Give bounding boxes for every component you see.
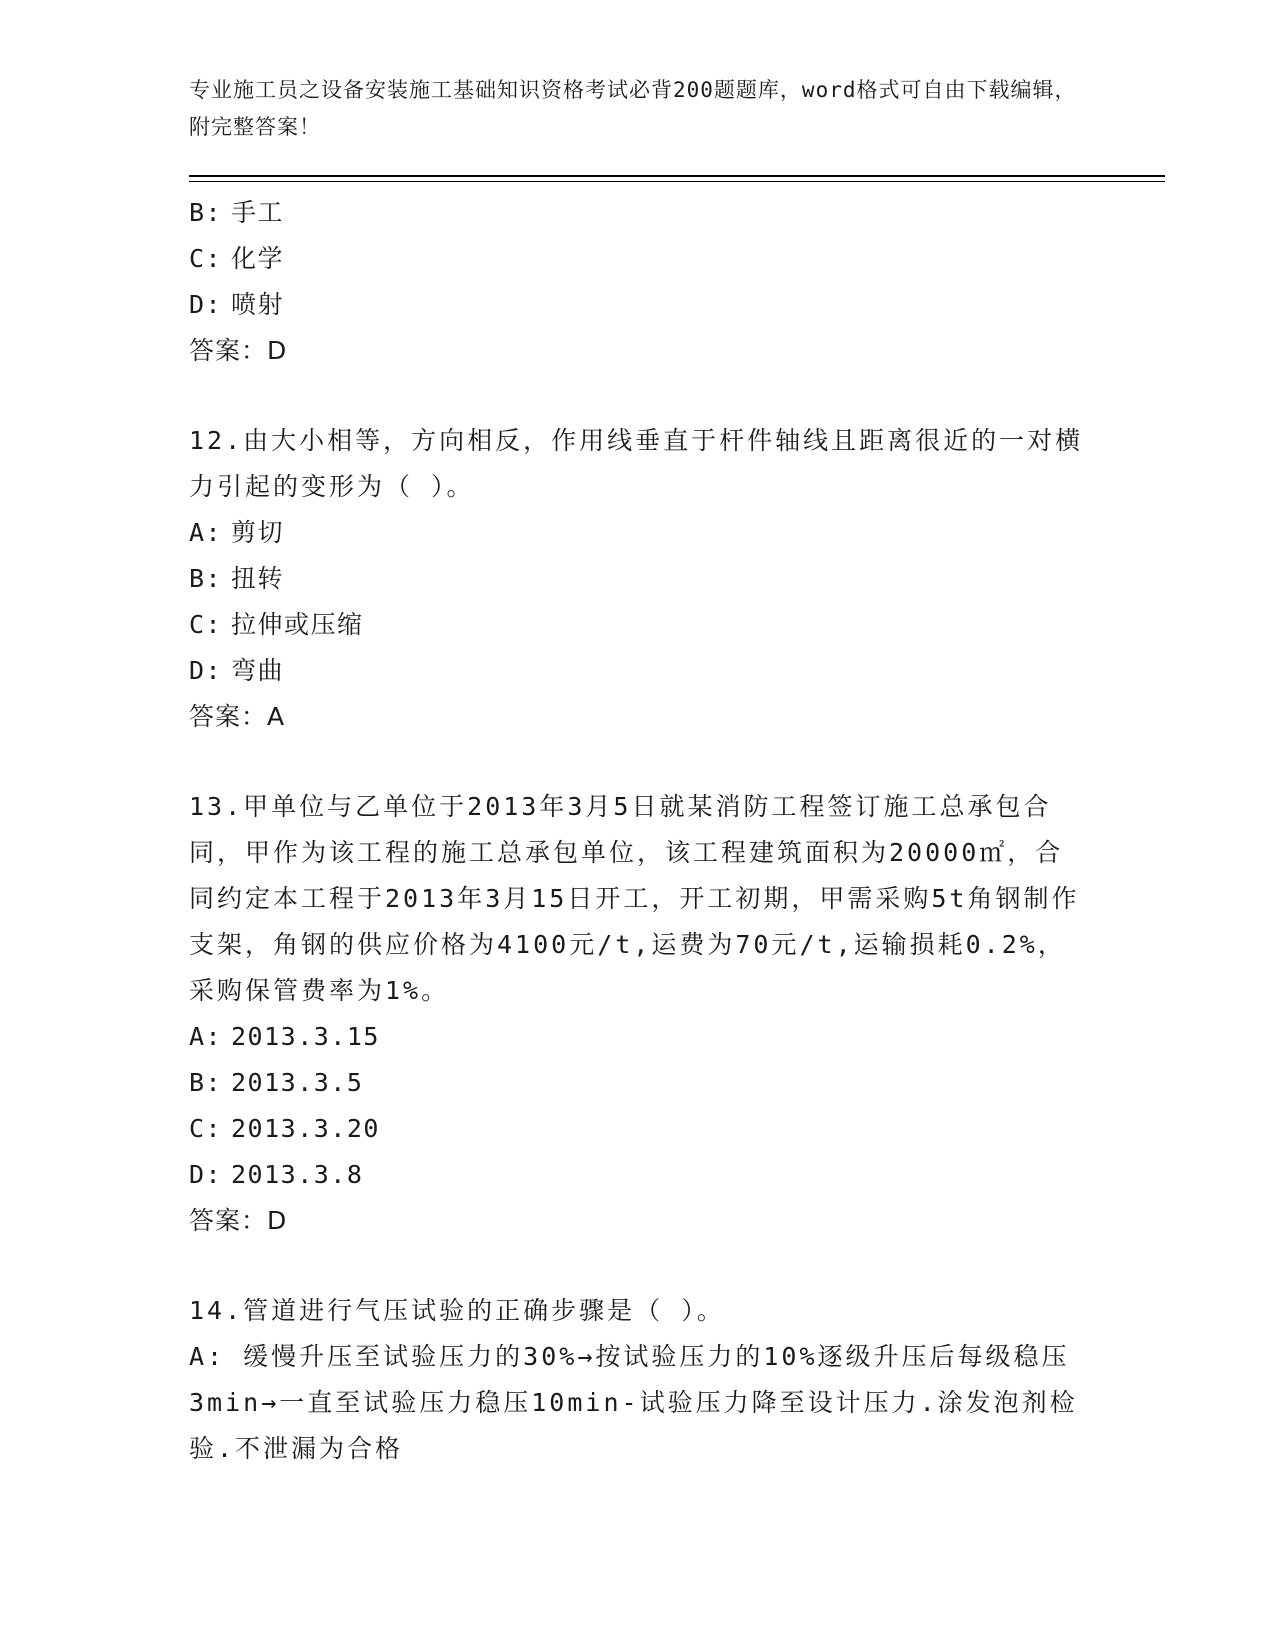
option-key: B: [189, 1068, 223, 1097]
option-text: 拉伸或压缩 [231, 610, 364, 639]
question-text: 13.甲单位与乙单位于2013年3月5日就某消防工程签订施工总承包合同，甲作为该工程的施工总承包单位，该工程建筑面积为20000㎡，合同约定本工程于2013年3月15日开工，开工初期，甲需采购5t角钢制作支架，角钢的供应价格为4100元/t,运费为70元/t,运输损耗0.2%，采购保管费率为1%。 [189, 792, 1080, 1005]
option-text: 手工 [231, 198, 285, 227]
option-text: 2013.3.5 [231, 1068, 364, 1097]
option-key: B: [189, 198, 223, 227]
option-key: C: [189, 244, 223, 273]
header-rule-thin [189, 181, 1165, 182]
question-13 [189, 784, 1089, 1244]
option-text: 2013.3.20 [231, 1114, 380, 1143]
option-b [189, 190, 1089, 236]
option-d [189, 282, 1089, 328]
option-text: 剪切 [231, 518, 285, 547]
option-text: 扭转 [231, 564, 285, 593]
option-c [189, 1106, 1089, 1152]
option-key: A: [189, 1022, 223, 1051]
header-rule-thick [189, 175, 1165, 177]
option-spacer [225, 1342, 243, 1371]
option-text: 2013.3.8 [231, 1160, 364, 1189]
option-text: 喷射 [231, 290, 285, 319]
option-key: D: [189, 1160, 223, 1189]
option-key: C: [189, 610, 223, 639]
option-c [189, 602, 1089, 648]
document-body [189, 190, 1089, 1472]
option-text: 化学 [231, 244, 285, 273]
answer-line: 答案：D [189, 1206, 288, 1235]
answer-line: 答案：A [189, 702, 286, 731]
question-14 [189, 1288, 1089, 1472]
question-text: 12.由大小相等，方向相反，作用线垂直于杆件轴线且距离很近的一对横力引起的变形为（ ）。 [189, 426, 1084, 501]
question-12 [189, 418, 1089, 740]
option-d [189, 648, 1089, 694]
option-key: A: [189, 1342, 226, 1371]
option-key: D: [189, 290, 223, 319]
document-header: 专业施工员之设备安装施工基础知识资格考试必背200题题库，word格式可自由下载编辑，附完整答案！ [189, 78, 1077, 139]
answer-line: 答案：D [189, 336, 288, 365]
option-b [189, 556, 1089, 602]
option-key: B: [189, 564, 223, 593]
option-b [189, 1060, 1089, 1106]
option-a [189, 1334, 1089, 1472]
option-text: 弯曲 [231, 656, 285, 685]
option-key: A: [189, 518, 223, 547]
option-c [189, 236, 1089, 282]
option-text: 缓慢升压至试验压力的30%→按试验压力的10%逐级升压后每级稳压3min→一直至试验压力稳压10min-试验压力降至设计压力.涂发泡剂检验.不泄漏为合格 [189, 1342, 1078, 1463]
option-d [189, 1152, 1089, 1198]
prev-question-block [189, 190, 1089, 374]
option-key: C: [189, 1114, 223, 1143]
option-a [189, 510, 1089, 556]
option-key: D: [189, 656, 223, 685]
question-text: 14.管道进行气压试验的正确步骤是（ ）。 [189, 1296, 725, 1325]
option-a [189, 1014, 1089, 1060]
option-text: 2013.3.15 [231, 1022, 380, 1051]
